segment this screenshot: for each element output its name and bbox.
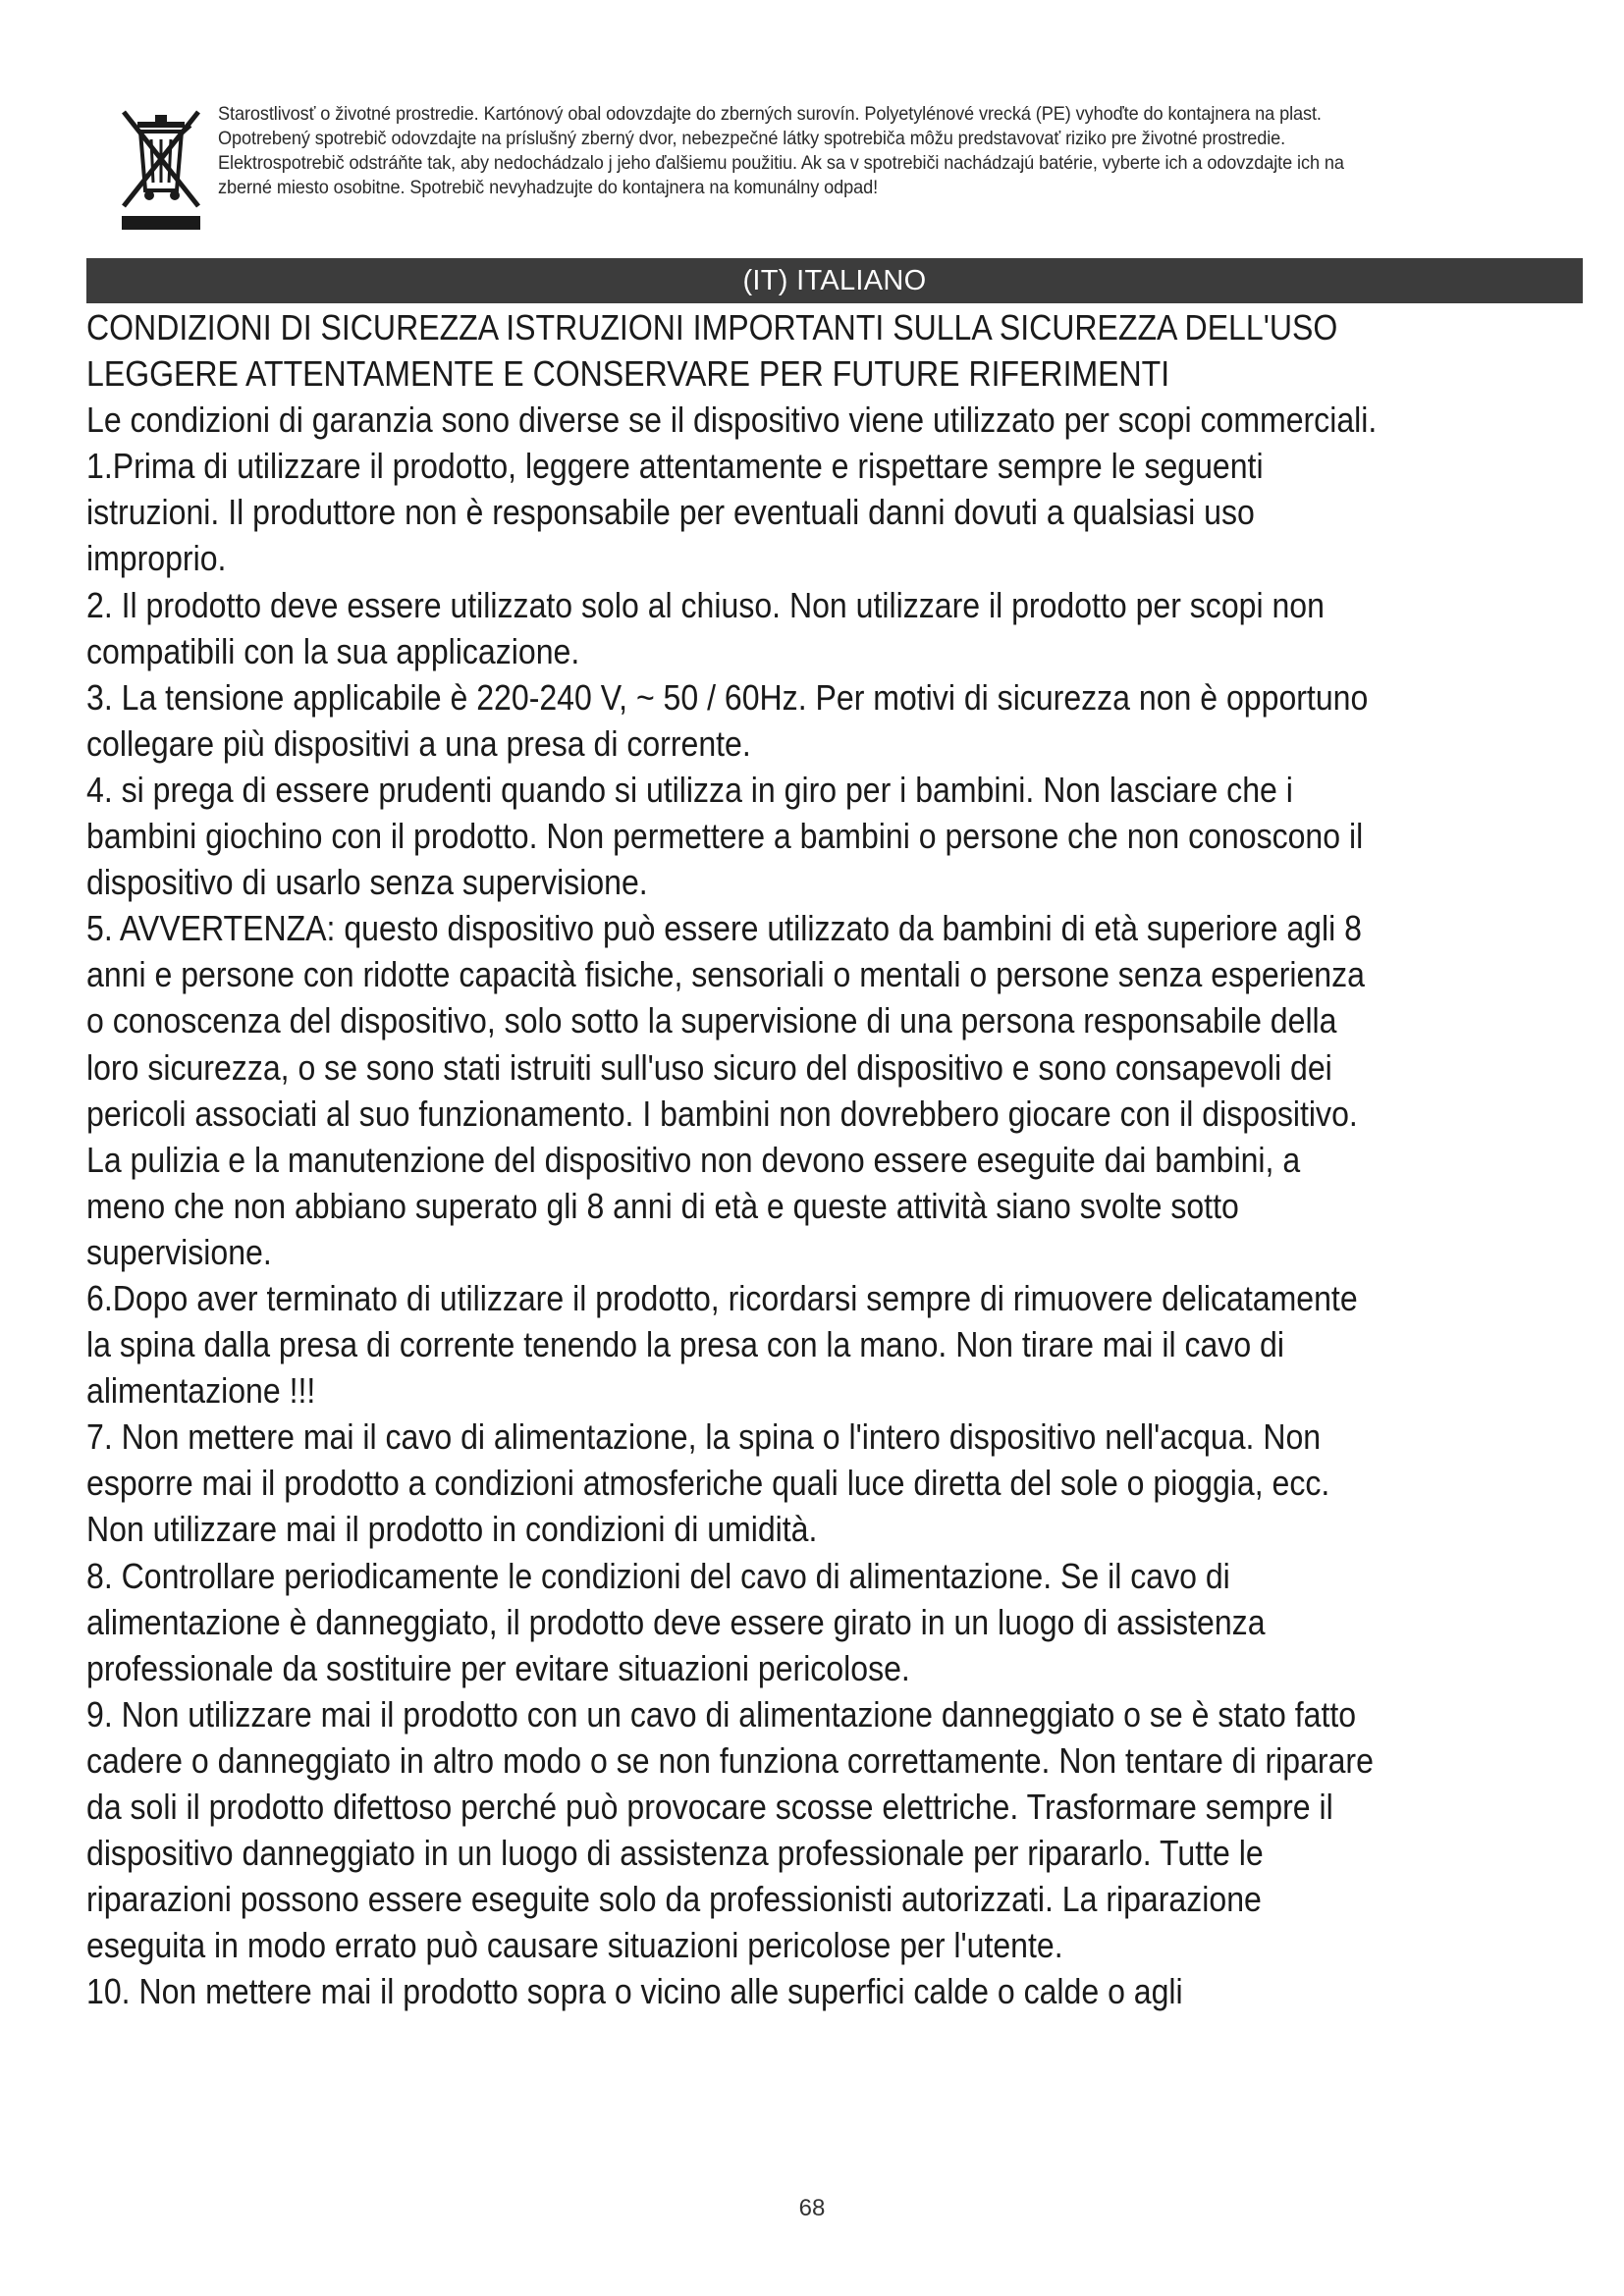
text-line: Le condizioni di garanzia sono diverse se il dispositivo viene utilizzato per scopi commerciali.: [86, 400, 1378, 441]
text-line: alimentazione è danneggiato, il prodotto deve essere girato in un luogo di assistenza: [86, 1601, 1266, 1642]
disposal-line: zberné miesto osobitne. Spotrebič nevyhadzujte do kontajnera na komunálny odpad!: [218, 177, 879, 198]
text-line: pericoli associati al suo funzionamento. I bambini non dovrebbero giocare con il dispositivo.: [86, 1093, 1358, 1134]
crossed-out-wheelie-bin-icon: [116, 106, 206, 234]
text-line: loro sicurezza, o se sono stati istruiti sull'uso sicuro del dispositivo e sono consapevoli dei: [86, 1046, 1332, 1088]
text-line: esporre mai il prodotto a condizioni atmosferiche quali luce diretta del sole o pioggia, ecc.: [86, 1463, 1330, 1504]
disposal-line: Starostlivosť o životné prostredie. Kartónový obal odovzdajte do zberných surovín. Polyetylénové vrecká (PE) vyhoďte do kontajnera na plast.: [218, 103, 1322, 125]
text-line: 5. AVVERTENZA: questo dispositivo può essere utilizzato da bambini di età superiore agli 8: [86, 908, 1362, 949]
text-line: 2. Il prodotto deve essere utilizzato solo al chiuso. Non utilizzare il prodotto per scopi non: [86, 584, 1325, 625]
text-line: la spina dalla presa di corrente tenendo la presa con la mano. Non tirare mai il cavo di: [86, 1324, 1284, 1365]
text-line: professionale da sostituire per evitare situazioni pericolose.: [86, 1647, 910, 1688]
text-line: Non utilizzare mai il prodotto in condizioni di umidità.: [86, 1509, 818, 1550]
text-line: eseguita in modo errato può causare situazioni pericolose per l'utente.: [86, 1925, 1063, 1966]
text-line: 8. Controllare periodicamente le condizioni del cavo di alimentazione. Se il cavo di: [86, 1555, 1230, 1596]
text-line: 9. Non utilizzare mai il prodotto con un cavo di alimentazione danneggiato o se è stato fatto: [86, 1693, 1357, 1735]
text-line: supervisione.: [86, 1231, 272, 1272]
text-line: da soli il prodotto difettoso perché può provocare scosse elettriche. Trasformare sempre il: [86, 1787, 1333, 1827]
text-line: improprio.: [86, 538, 227, 579]
disposal-text: [218, 102, 1456, 200]
text-line: La pulizia e la manutenzione del dispositivo non devono essere eseguite dai bambini, a: [86, 1139, 1301, 1180]
text-line: 4. si prega di essere prudenti quando si utilizza in giro per i bambini. Non lasciare che i: [86, 769, 1293, 810]
text-line: 10. Non mettere mai il prodotto sopra o vicino alle superfici calde o calde o agli: [86, 1971, 1183, 2012]
text-line: istruzioni. Il produttore non è responsabile per eventuali danni dovuti a qualsiasi uso: [86, 492, 1255, 533]
page-number: 68: [798, 2195, 826, 2221]
text-line: 7. Non mettere mai il cavo di alimentazione, la spina o l'intero dispositivo nell'acqua. Non: [86, 1416, 1322, 1458]
text-line: dispositivo danneggiato in un luogo di assistenza professionale per ripararlo. Tutte le: [86, 1833, 1264, 1874]
disposal-line: Opotrebený spotrebič odovzdajte na príslušný zberný dvor, nebezpečné látky spotrebiča môžu predstavovať riziko pre životné prostredie.: [218, 128, 1286, 149]
disposal-line: Elektrospotrebič odstráňte tak, aby nedochádzalo j jeho ďalšiemu použitiu. Ak sa v spotrebiči nachádzajú batérie, vyberte ich a odovzdajte ich na: [218, 152, 1344, 174]
text-line: anni e persone con ridotte capacità fisiche, sensoriali o mentali o persone senza esperienza: [86, 954, 1365, 995]
language-section-header: (IT) ITALIANO: [86, 258, 1583, 303]
text-line: meno che non abbiano superato gli 8 anni di età e queste attività siano svolte sotto: [86, 1185, 1239, 1226]
text-line: dispositivo di usarlo senza supervisione.: [86, 862, 648, 903]
text-line: 1.Prima di utilizzare il prodotto, leggere attentamente e rispettare sempre le seguenti: [86, 446, 1264, 487]
heading-line: CONDIZIONI DI SICUREZZA ISTRUZIONI IMPORTANTI SULLA SICUREZZA DELL'USO: [86, 307, 1338, 347]
text-line: compatibili con la sua applicazione.: [86, 630, 580, 671]
text-line: riparazioni possono essere eseguite solo da professionisti autorizzati. La riparazione: [86, 1879, 1262, 1920]
text-line: alimentazione !!!: [86, 1370, 316, 1412]
text-line: cadere o danneggiato in altro modo o se non funziona correttamente. Non tentare di riparare: [86, 1739, 1374, 1781]
safety-instructions: [86, 304, 1598, 2014]
text-line: o conoscenza del dispositivo, solo sotto la supervisione di una persona responsabile della: [86, 1000, 1337, 1041]
text-line: collegare più dispositivi a una presa di corrente.: [86, 722, 751, 764]
heading-line: LEGGERE ATTENTAMENTE E CONSERVARE PER FUTURE RIFERIMENTI: [86, 353, 1170, 395]
disposal-notice: [116, 102, 1549, 234]
text-line: bambini giochino con il prodotto. Non permettere a bambini o persone che non conoscono il: [86, 816, 1364, 857]
text-line: 6.Dopo aver terminato di utilizzare il prodotto, ricordarsi sempre di rimuovere delicatamente: [86, 1277, 1358, 1318]
text-line: 3. La tensione applicabile è 220-240 V, ~ 50 / 60Hz. Per motivi di sicurezza non è opportuno: [86, 676, 1369, 718]
